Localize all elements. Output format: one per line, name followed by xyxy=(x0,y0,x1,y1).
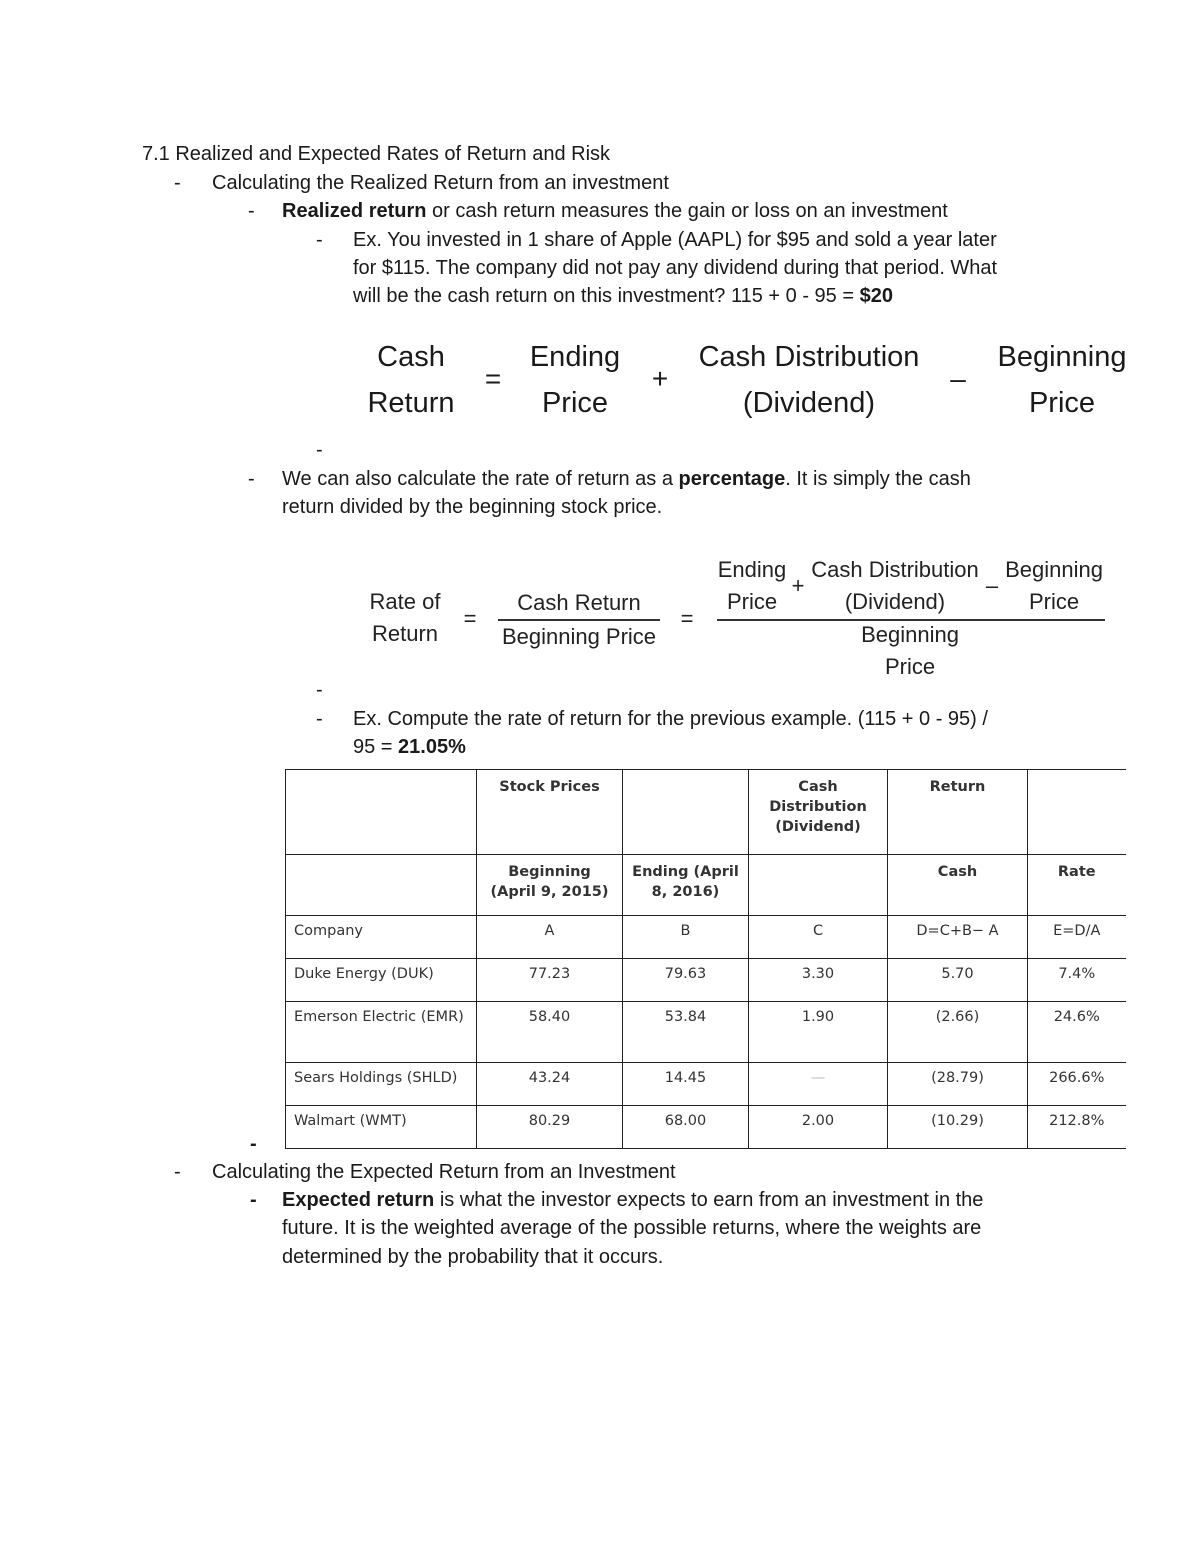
table-cell: — xyxy=(749,1063,888,1106)
formula2-ending: Ending xyxy=(717,557,787,582)
table-cell: 68.00 xyxy=(623,1106,749,1149)
formula2-ending-price xyxy=(712,554,792,618)
bullet-dash: - xyxy=(248,468,255,490)
formula1-cash: Cash xyxy=(377,341,445,373)
formula2-denominator xyxy=(850,619,970,683)
formula1-ending: Ending xyxy=(529,341,621,373)
header-return: Return xyxy=(888,770,1028,855)
page-title: 7.1 Realized and Expected Rates of Return and Risk xyxy=(142,143,611,165)
table-cell: Sears Holdings (SHLD) xyxy=(286,1063,477,1106)
formula1-price: Price xyxy=(541,387,609,419)
example-2-line-2 xyxy=(353,733,466,762)
example-1-line-3 xyxy=(353,282,893,311)
table-cell: (10.29) xyxy=(888,1106,1028,1149)
header-cash-distribution: Cash Distribution (Dividend) xyxy=(749,770,888,855)
formula2-cash-distribution xyxy=(806,554,984,618)
section-expected-title: Calculating the Expected Return from an Investment xyxy=(212,1161,676,1183)
formula2-equals: = xyxy=(463,606,477,631)
example-1-line-1: Ex. You invested in 1 share of Apple (AAPL) for $95 and sold a year later xyxy=(353,229,997,251)
formula1-cash-return xyxy=(355,334,467,426)
formula2-equals-2: = xyxy=(680,606,694,631)
table-cell xyxy=(749,855,888,916)
formula1-plus: + xyxy=(651,363,669,394)
formula1-ending-price xyxy=(520,334,630,426)
table-cell xyxy=(286,770,477,855)
returns-table xyxy=(285,769,1126,1149)
example-1-text: will be the cash return on this investment? 115 + 0 - 95 = xyxy=(353,285,860,307)
table-cell: 266.6% xyxy=(1028,1063,1126,1106)
table-row xyxy=(286,1002,1126,1063)
formula1-cd: Cash Distribution xyxy=(698,341,920,373)
bullet-dash: - xyxy=(316,708,323,730)
table-cell: 24.6% xyxy=(1028,1002,1126,1063)
bullet-dash: - xyxy=(316,679,323,701)
bullet-dash: - xyxy=(316,229,323,251)
table-cell: 5.70 xyxy=(888,959,1028,1002)
formula2-rate-of-return xyxy=(355,586,455,650)
table-cell: 212.8% xyxy=(1028,1106,1126,1149)
realized-text: or cash return measures the gain or loss on an investment xyxy=(426,200,948,222)
percentage-line-2: return divided by the beginning stock price. xyxy=(282,496,663,518)
table-cell xyxy=(1028,770,1126,855)
table-row xyxy=(286,1106,1126,1149)
formula2-price: Price xyxy=(726,589,778,614)
expected-line-1 xyxy=(282,1186,983,1215)
formula1-beginning-price xyxy=(988,334,1136,426)
expected-line-2: future. It is the weighted average of the possible returns, where the weights are xyxy=(282,1217,982,1239)
example-2-answer: 21.05% xyxy=(398,736,466,758)
header-rate: Rate xyxy=(1028,855,1126,916)
table-cell: Duke Energy (DUK) xyxy=(286,959,477,1002)
formula1-beginning: Beginning xyxy=(997,341,1127,373)
table-cell: D=C+B− A xyxy=(888,916,1028,959)
formula1-minus: – xyxy=(950,363,966,394)
expected-line-3: determined by the probability that it occurs. xyxy=(282,1246,664,1268)
realized-term: Realized return xyxy=(282,200,427,222)
expected-text: is what the investor expects to earn from an investment in the xyxy=(434,1189,984,1211)
bullet-dash: - xyxy=(250,1133,257,1155)
formula2-dividend: (Dividend) xyxy=(844,589,946,614)
formula1-equals: = xyxy=(484,363,502,394)
header-stock-prices: Stock Prices xyxy=(477,770,623,855)
percentage-post: . It is simply the cash xyxy=(785,468,971,490)
table-cell: A xyxy=(477,916,623,959)
example-1-answer: $20 xyxy=(859,285,893,307)
table-header-row-2 xyxy=(286,855,1126,916)
table-cell xyxy=(623,770,749,855)
realized-definition xyxy=(282,197,948,226)
expected-term: Expected return xyxy=(282,1189,435,1211)
formula1-dividend: (Dividend) xyxy=(742,387,876,419)
table-cell: 58.40 xyxy=(477,1002,623,1063)
table-cell: B xyxy=(623,916,749,959)
formula2-minus: – xyxy=(985,573,999,598)
formula2-den-beginning: Beginning xyxy=(861,622,959,647)
formula2-plus: + xyxy=(791,573,805,598)
formula2-cash-return: Cash Return xyxy=(517,590,641,615)
table-cell: 79.63 xyxy=(623,959,749,1002)
example-2-line-1: Ex. Compute the rate of return for the previous example. (115 + 0 - 95) / xyxy=(353,708,988,730)
table-cell: 80.29 xyxy=(477,1106,623,1149)
header-ending: Ending (April 8, 2016) xyxy=(623,855,749,916)
table-cell xyxy=(286,855,477,916)
header-cash: Cash xyxy=(888,855,1028,916)
formula2-return: Return xyxy=(371,621,439,646)
bullet-dash: - xyxy=(316,439,323,461)
formula2-cd: Cash Distribution xyxy=(811,557,979,582)
table-cell: (28.79) xyxy=(888,1063,1028,1106)
table-cell: 1.90 xyxy=(749,1002,888,1063)
formula2-den-price: Price xyxy=(884,654,936,679)
example-2-text: 95 = xyxy=(353,736,399,758)
formula1-price2: Price xyxy=(1028,387,1096,419)
percentage-pre: We can also calculate the rate of return as a xyxy=(282,468,679,490)
example-1-line-2: for $115. The company did not pay any dividend during that period. What xyxy=(353,257,998,279)
table-row xyxy=(286,916,1126,959)
formula1-return: Return xyxy=(367,387,455,419)
formula1-cash-distribution xyxy=(688,334,930,426)
bullet-dash: - xyxy=(174,1161,181,1183)
table-cell: (2.66) xyxy=(888,1002,1028,1063)
table-row xyxy=(286,959,1126,1002)
table-cell: 7.4% xyxy=(1028,959,1126,1002)
section-realized-title: Calculating the Realized Return from an investment xyxy=(212,172,669,194)
table-cell: E=D/A xyxy=(1028,916,1126,959)
table-cell: 14.45 xyxy=(623,1063,749,1106)
bullet-dash: - xyxy=(174,172,181,194)
table-cell: 53.84 xyxy=(623,1002,749,1063)
table-cell: 3.30 xyxy=(749,959,888,1002)
percentage-line-1 xyxy=(282,465,971,494)
table-cell: 2.00 xyxy=(749,1106,888,1149)
formula2-rate: Rate of xyxy=(369,589,441,614)
table-cell: 43.24 xyxy=(477,1063,623,1106)
bullet-dash: - xyxy=(248,200,255,222)
percentage-term: percentage xyxy=(678,468,786,490)
formula2-beginning: Beginning xyxy=(1005,557,1103,582)
table-header-row-1 xyxy=(286,770,1126,855)
table-cell: C xyxy=(749,916,888,959)
table-cell: 77.23 xyxy=(477,959,623,1002)
table-row xyxy=(286,1063,1126,1106)
formula2-beginning-price: Beginning Price xyxy=(501,624,657,649)
bullet-dash: - xyxy=(250,1189,257,1211)
table-cell: Walmart (WMT) xyxy=(286,1106,477,1149)
header-beginning: Beginning (April 9, 2015) xyxy=(477,855,623,916)
table-cell: Emerson Electric (EMR) xyxy=(286,1002,477,1063)
formula2-price2: Price xyxy=(1028,589,1080,614)
table-cell: Company xyxy=(286,916,477,959)
formula2-beginning-price-num xyxy=(1000,554,1108,618)
